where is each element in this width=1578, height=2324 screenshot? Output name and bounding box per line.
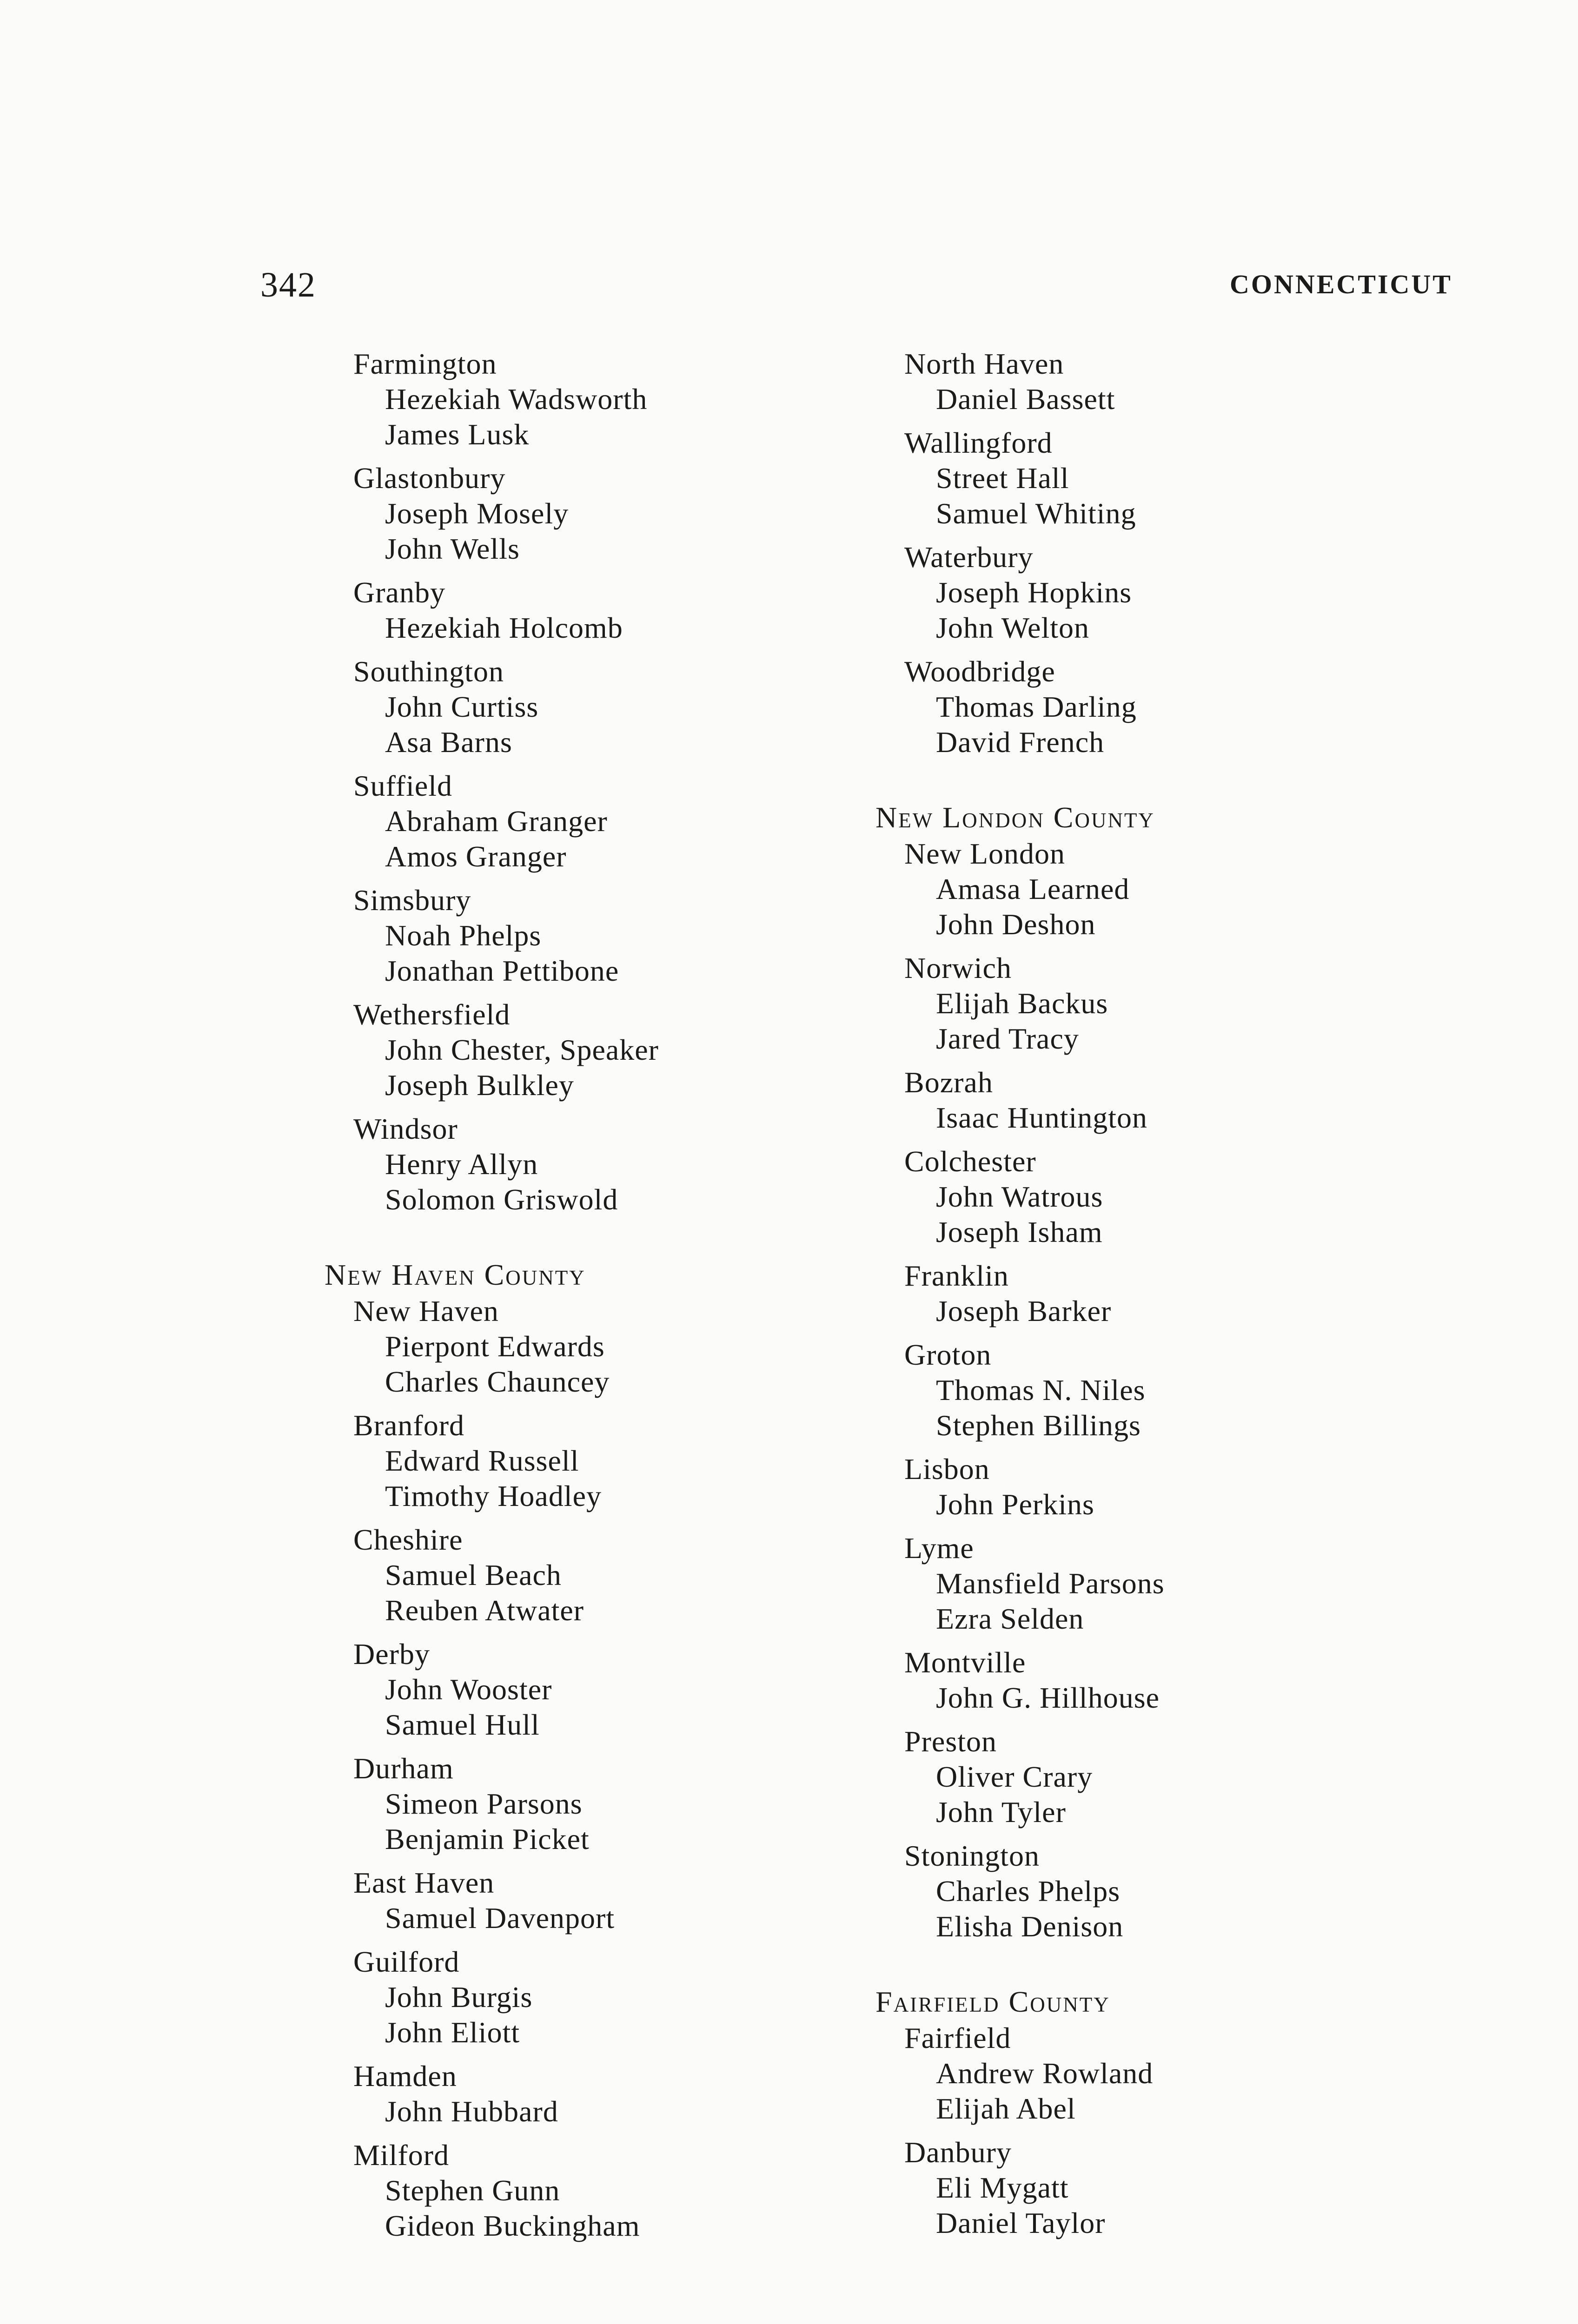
county-section-new-london	[875, 799, 1462, 1944]
member-name: Hezekiah Wadsworth	[385, 383, 648, 416]
county-section-fairfield	[875, 1983, 1462, 2241]
member-name: Reuben Atwater	[385, 1594, 584, 1627]
member-name: Stephen Billings	[936, 1409, 1141, 1442]
member-name: John Curtiss	[385, 690, 539, 723]
town-entry	[904, 1144, 1462, 1250]
member-name: James Lusk	[385, 418, 530, 451]
town-entry	[353, 1751, 865, 1857]
member-name: Thomas N. Niles	[936, 1373, 1146, 1406]
member-name: Oliver Crary	[936, 1760, 1093, 1793]
town-name: Branford	[353, 1409, 465, 1442]
member-name: Noah Phelps	[385, 919, 542, 952]
town-entry	[353, 654, 865, 760]
town-name: Milford	[353, 2139, 450, 2172]
town-entry	[904, 1065, 1462, 1136]
town-name: Wethersfield	[353, 998, 511, 1031]
town-name: Suffield	[353, 769, 453, 802]
town-name: Cheshire	[353, 1523, 463, 1556]
town-entry	[353, 575, 865, 646]
member-name: Isaac Huntington	[936, 1101, 1147, 1134]
page-number: 342	[260, 265, 316, 304]
town-entry	[904, 1724, 1462, 1830]
town-entry	[353, 1294, 865, 1400]
county-heading: New Haven County	[325, 1258, 586, 1291]
town-name: Lyme	[904, 1532, 974, 1565]
member-name: Eli Mygatt	[936, 2171, 1069, 2204]
town-name: Waterbury	[904, 541, 1034, 574]
member-name: Joseph Hopkins	[936, 576, 1132, 609]
town-entry	[353, 1408, 865, 1514]
member-name: Solomon Griswold	[385, 1183, 618, 1216]
town-name: Franklin	[904, 1259, 1009, 1292]
member-name: Elijah Backus	[936, 987, 1108, 1020]
member-name: Edward Russell	[385, 1444, 579, 1477]
town-name: Fairfield	[904, 2021, 1011, 2054]
new-haven-county-continued	[904, 346, 1462, 760]
town-name: Southington	[353, 655, 504, 688]
town-name: Glastonbury	[353, 462, 506, 495]
member-name: Daniel Bassett	[936, 383, 1115, 416]
member-name: Elisha Denison	[936, 1910, 1124, 1943]
town-name: Farmington	[353, 347, 497, 380]
member-name: Jonathan Pettibone	[385, 954, 619, 987]
member-name: Mansfield Parsons	[936, 1567, 1165, 1600]
town-entry	[904, 1258, 1462, 1329]
member-name: Stephen Gunn	[385, 2174, 560, 2207]
member-name: John Wells	[385, 532, 520, 565]
town-entry	[904, 836, 1462, 942]
town-name: Norwich	[904, 951, 1012, 984]
member-name: Samuel Davenport	[385, 1901, 615, 1934]
town-entry	[904, 1337, 1462, 1443]
member-name: Joseph Bulkley	[385, 1069, 574, 1102]
member-name: John Eliott	[385, 2016, 520, 2049]
town-entry	[353, 1111, 865, 1217]
member-name: Abraham Granger	[385, 805, 608, 838]
member-name: John Tyler	[936, 1796, 1066, 1829]
town-name: Stonington	[904, 1839, 1040, 1872]
town-name: Windsor	[353, 1112, 458, 1145]
town-entry	[353, 346, 865, 452]
member-name: Timothy Hoadley	[385, 1479, 602, 1512]
town-name: Colchester	[904, 1145, 1036, 1178]
county-towns	[353, 1294, 865, 2244]
member-name: John Deshon	[936, 908, 1096, 941]
member-name: John Wooster	[385, 1673, 552, 1706]
town-entry	[353, 1522, 865, 1628]
member-name: Gideon Buckingham	[385, 2209, 640, 2242]
town-name: Simsbury	[353, 884, 471, 917]
member-name: Hezekiah Holcomb	[385, 611, 623, 644]
member-name: Samuel Whiting	[936, 497, 1136, 530]
member-name: Amos Granger	[385, 840, 567, 873]
town-name: North Haven	[904, 347, 1064, 380]
member-name: John Hubbard	[385, 2095, 558, 2128]
member-name: Andrew Rowland	[936, 2057, 1154, 2090]
town-entry	[353, 2059, 865, 2129]
town-entry	[904, 425, 1462, 531]
left-column	[325, 346, 865, 2252]
town-entry	[904, 1452, 1462, 1522]
member-name: Joseph Isham	[936, 1215, 1103, 1248]
county-towns	[904, 2020, 1462, 2241]
town-entry	[904, 1838, 1462, 1944]
town-entry	[904, 2020, 1462, 2126]
town-name: Montville	[904, 1646, 1026, 1679]
member-name: Daniel Taylor	[936, 2206, 1106, 2239]
member-name: Samuel Beach	[385, 1558, 562, 1591]
member-name: Joseph Barker	[936, 1294, 1112, 1327]
town-entry	[353, 1637, 865, 1743]
member-name: John Welton	[936, 611, 1089, 644]
town-entry	[904, 1531, 1462, 1637]
town-name: Granby	[353, 576, 445, 609]
member-name: David French	[936, 726, 1105, 759]
member-name: Simeon Parsons	[385, 1787, 583, 1820]
member-name: John G. Hillhouse	[936, 1681, 1160, 1714]
town-name: East Haven	[353, 1866, 495, 1899]
town-name: Lisbon	[904, 1452, 990, 1486]
county-heading: New London County	[875, 801, 1155, 834]
member-name: Asa Barns	[385, 726, 512, 759]
county-towns	[904, 836, 1462, 1944]
town-entry	[904, 346, 1462, 417]
town-entry	[353, 768, 865, 874]
member-name: Joseph Mosely	[385, 497, 569, 530]
town-entry	[904, 951, 1462, 1056]
town-name: New Haven	[353, 1294, 499, 1327]
town-entry	[353, 1865, 865, 1936]
member-name: Benjamin Picket	[385, 1822, 590, 1855]
town-entry	[353, 1944, 865, 2050]
member-name: Street Hall	[936, 462, 1069, 495]
town-name: Groton	[904, 1338, 992, 1371]
member-name: Thomas Darling	[936, 690, 1137, 723]
member-name: Amasa Learned	[936, 872, 1130, 905]
member-name: Charles Phelps	[936, 1875, 1121, 1908]
hartford-county-continued	[353, 346, 865, 1217]
town-name: Wallingford	[904, 426, 1053, 459]
town-name: Woodbridge	[904, 655, 1055, 688]
town-name: Derby	[353, 1637, 430, 1670]
town-entry	[904, 540, 1462, 646]
county-section-new-haven	[325, 1256, 865, 2244]
town-entry	[904, 2135, 1462, 2241]
member-name: Elijah Abel	[936, 2092, 1076, 2125]
town-name: Guilford	[353, 1945, 460, 1978]
member-name: Pierpont Edwards	[385, 1330, 605, 1363]
running-head: CONNECTICUT	[1229, 269, 1452, 299]
member-name: John Chester, Speaker	[385, 1033, 659, 1066]
town-name: Danbury	[904, 2136, 1012, 2169]
member-name: John Perkins	[936, 1488, 1094, 1521]
town-name: New London	[904, 837, 1065, 870]
town-name: Durham	[353, 1752, 454, 1785]
member-name: Henry Allyn	[385, 1148, 538, 1181]
town-name: Preston	[904, 1725, 997, 1758]
town-entry	[353, 883, 865, 989]
town-name: Bozrah	[904, 1066, 993, 1099]
town-entry	[353, 2138, 865, 2244]
member-name: John Watrous	[936, 1180, 1103, 1213]
county-heading: Fairfield County	[875, 1985, 1110, 2018]
town-entry	[904, 1645, 1462, 1716]
town-name: Hamden	[353, 2060, 457, 2093]
town-entry	[353, 461, 865, 567]
member-name: Charles Chauncey	[385, 1365, 610, 1398]
town-entry	[353, 997, 865, 1103]
member-name: Jared Tracy	[936, 1022, 1079, 1055]
member-name: John Burgis	[385, 1981, 533, 2014]
right-column	[875, 346, 1462, 2249]
member-name: Samuel Hull	[385, 1708, 540, 1741]
member-name: Ezra Selden	[936, 1602, 1084, 1635]
town-entry	[904, 654, 1462, 760]
